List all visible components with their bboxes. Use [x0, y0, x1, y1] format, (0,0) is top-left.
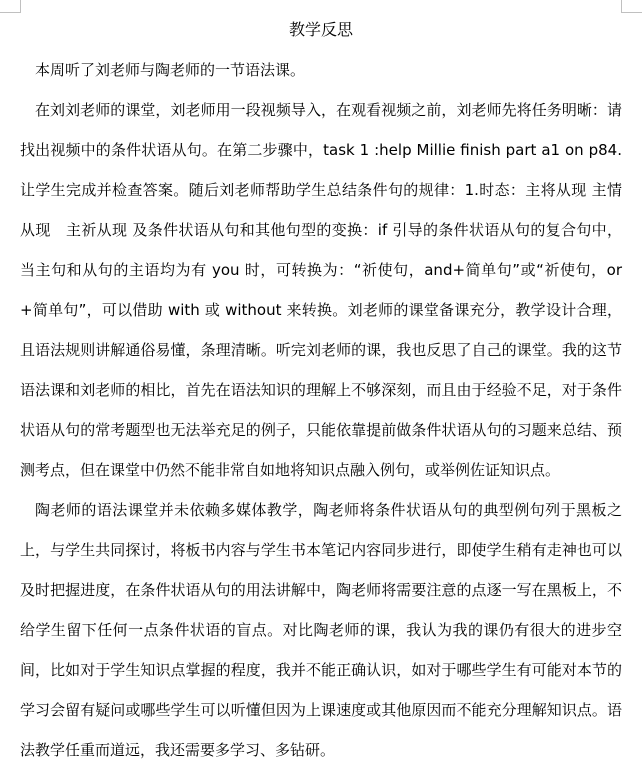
paragraph-tao-teacher-class[interactable]: 陶老师的语法课堂并未依赖多媒体教学，陶老师将条件状语从句的典型例句列于黑板之上，与学生共同探讨，将板书内容与学生书本笔记内容同步进行，即使学生稍有走神也可以及时把握进度，在条件状语从句的用法讲解中，陶老师将需要注意的点逐一写在黑板上，不给学生留下任何一点条件状语的盲点。对比陶老师的课，我认为我的课仍有很大的进步空间，比如对于学生知识点掌握的程度，我并不能正确认识，如对于哪些学生有可能对本节的学习会留有疑问或哪些学生可以听懂但因为上课速度或其他原因而不能充分理解知识点。语法教学任重而道远，我还需要多学习、多钻研。: [20, 501, 622, 759]
document-body[interactable]: [20, 10, 622, 770]
page-corner-mark-top-left-icon: [0, 0, 21, 13]
document-title[interactable]: 教学反思: [288, 20, 353, 39]
paragraph-liu-teacher-class[interactable]: 在刘刘老师的课堂，刘老师用一段视频导入，在观看视频之前，刘老师先将任务明晰：请找出视频中的条件状语从句。在第二步骤中，task 1 :help Millie finish part a1 on p84.让学生完成并检查答案。随后刘老师帮助学生总结条件句的规律：1.时态：主将从现 主情从现 主祈从现 及条件状语从句和其他句型的变换：if 引导的条件状语从句的复合句中，当主句和从句的主语均为有 you 时，可转换为：“祈使句，and+简单句”或“祈使句，or+简单句”，可以借助 with 或 without 来转换。刘老师的课堂备课充分，教学设计合理，且语法规则讲解通俗易懂，条理清晰。听完刘老师的课，我也反思了自己的课堂。我的这节语法课和刘老师的相比，首先在语法知识的理解上不够深刻，而且由于经验不足，对于条件状语从句的常考题型也无法举充足的例子，只能依靠提前做条件状语从句的习题来总结、预测考点，但在课堂中仍然不能非常自如地将知识点融入例句，或举例佐证知识点。: [20, 101, 622, 479]
paragraph-intro[interactable]: 本周听了刘老师与陶老师的一节语法课。: [35, 61, 306, 79]
page-corner-mark-top-right-icon: [621, 0, 642, 13]
